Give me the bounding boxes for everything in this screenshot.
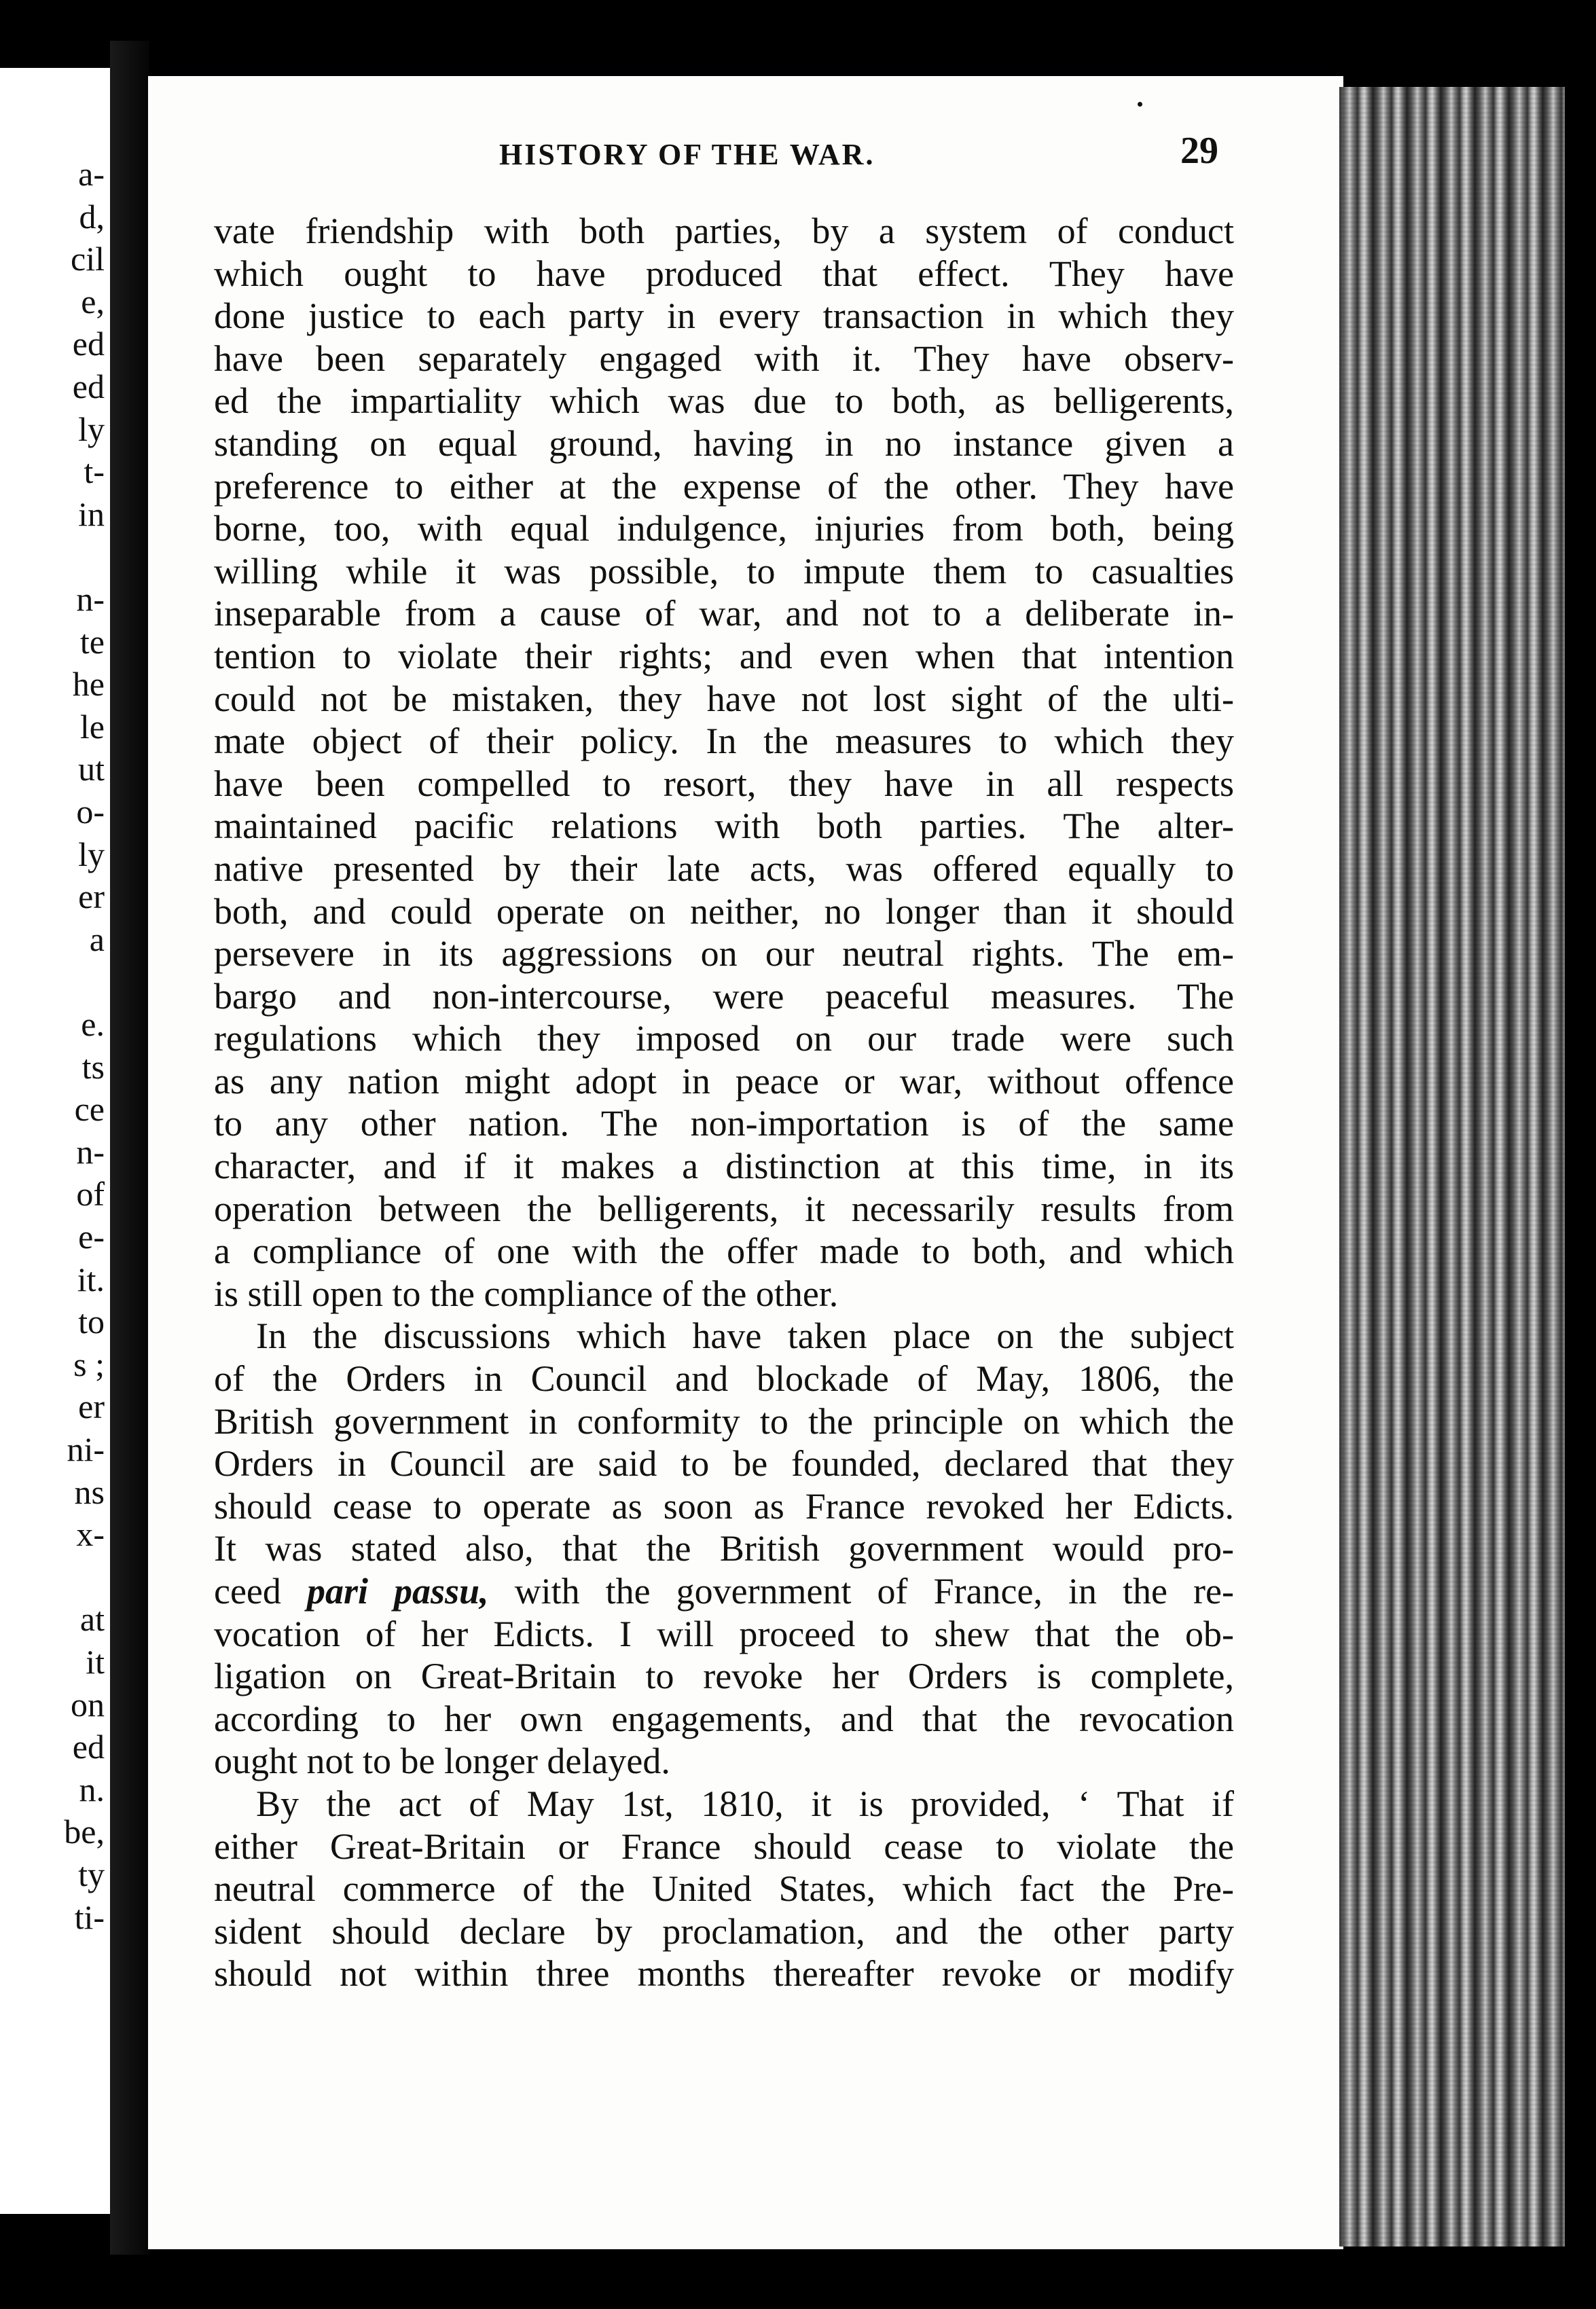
body-text: [214, 210, 1234, 1995]
facing-page-fragment: ed: [72, 1728, 105, 1766]
facing-page-fragment: s ;: [73, 1345, 105, 1383]
facing-page-fragment: a-: [78, 155, 105, 193]
text-line: vocation of her Edicts. I will proceed to shew that the ob-: [214, 1613, 1234, 1654]
text-line: ligation on Great-Britain to revoke her Orders is complete,: [214, 1656, 1234, 1697]
facing-page-fragment: te: [79, 622, 105, 661]
facing-page-fragment: be,: [64, 1813, 105, 1851]
text-line: vate friendship with both parties, by a system of conduct: [214, 211, 1234, 251]
facing-page-fragment: ni-: [67, 1430, 105, 1468]
text-line: should not within three months thereafter revoke or modify: [214, 1953, 1234, 1995]
facing-page-fragment: to: [78, 1303, 105, 1341]
text-line-mixed: [214, 1570, 1234, 1613]
text-line: maintained pacific relations with both parties. The alter-: [214, 805, 1234, 847]
facing-page-fragment: er: [78, 1387, 105, 1426]
text-line: have been separately engaged with it. They have observ-: [214, 338, 1234, 379]
text-line: borne, too, with equal indulgence, injuries from both, being: [214, 508, 1234, 549]
text-line: inseparable from a cause of war, and not to a deliberate in-: [214, 593, 1234, 634]
facing-page-fragment: er: [78, 877, 105, 916]
text-line: both, and could operate on neither, no longer than it should: [214, 890, 1234, 932]
facing-page-fragment: he: [72, 665, 105, 704]
text-line: preference to either at the expense of the other. They have: [214, 465, 1234, 507]
facing-page-fragment: it: [86, 1643, 105, 1681]
facing-page-fragment: e,: [81, 282, 105, 321]
facing-page-fragment: n-: [76, 580, 105, 618]
text-line: character, and if it makes a distinction at this time, in its: [214, 1146, 1234, 1187]
facing-page-fragment: ly: [78, 835, 105, 873]
text-line: In the discussions which have taken place on the subject: [256, 1315, 1234, 1357]
facing-page-fragment: e-: [78, 1218, 105, 1256]
text-line: tention to violate their rights; and even when that intention: [214, 635, 1234, 676]
running-head: HISTORY OF THE WAR.: [499, 138, 875, 171]
text-line: either Great-Britain or France should cease to violate the: [214, 1825, 1234, 1867]
facing-page-fragment: x-: [76, 1515, 105, 1554]
facing-page-edge: [0, 68, 110, 2214]
facing-page-fragment: ns: [74, 1472, 105, 1511]
facing-page-fragment: ly: [78, 410, 105, 448]
text-line: operation between the belligerents, it necessarily results from: [214, 1188, 1234, 1229]
text-fragment: ceed: [214, 1571, 281, 1612]
text-fragment: with the government of France, in the re-: [514, 1571, 1234, 1612]
text-line: persevere in its aggressions on our neutral rights. The em-: [214, 933, 1234, 975]
text-line: It was stated also, that the British government would pro-: [214, 1528, 1234, 1569]
facing-page-fragment: t-: [84, 452, 105, 491]
text-line: have been compelled to resort, they have in all respects: [214, 763, 1234, 804]
text-line: regulations which they imposed on our trade were such: [214, 1018, 1234, 1059]
text-line: Orders in Council are said to be founded, declared that they: [214, 1443, 1234, 1485]
facing-page-fragment: n-: [76, 1132, 105, 1171]
facing-page-fragment: e.: [81, 1005, 105, 1043]
text-line: bargo and non-intercourse, were peaceful measures. The: [214, 975, 1234, 1017]
text-line: sident should declare by proclamation, and the other party: [214, 1910, 1234, 1952]
text-line: neutral commerce of the United States, which fact the Pre-: [214, 1868, 1234, 1910]
facing-page-fragment: cil: [71, 240, 105, 278]
facing-page-fragment: it.: [77, 1260, 105, 1298]
book-fore-edge: [1339, 87, 1565, 2247]
book-gutter: [110, 41, 149, 2255]
text-line: mate object of their policy. In the measures to which they: [214, 721, 1234, 762]
text-line: British government in conformity to the principle on which the: [214, 1400, 1234, 1442]
facing-page-fragment: ed: [72, 367, 105, 405]
text-line: according to her own engagements, and that the revocation: [214, 1698, 1234, 1739]
text-line: ought not to be longer delayed.: [214, 1741, 670, 1782]
facing-page-fragment: le: [79, 707, 105, 746]
text-line: done justice to each party in every transaction in which they: [214, 295, 1234, 337]
page-number: 29: [1180, 130, 1218, 172]
text-line: By the act of May 1st, 1810, it is provided, ‘ That if: [256, 1783, 1234, 1824]
facing-page-fragment: at: [79, 1600, 105, 1639]
facing-page-fragment: in: [78, 494, 105, 533]
facing-page-fragment: n.: [79, 1770, 105, 1808]
facing-page-fragment: o-: [76, 793, 105, 831]
facing-page-fragment: a: [89, 920, 105, 958]
facing-page-fragment: ti-: [74, 1897, 105, 1936]
text-line: should cease to operate as soon as France revoked her Edicts.: [214, 1485, 1234, 1527]
facing-page-fragment: ed: [72, 325, 105, 363]
facing-page-fragment: ce: [74, 1090, 105, 1129]
text-line: a compliance of one with the offer made to both, and which: [214, 1231, 1234, 1272]
facing-page-fragment: of: [76, 1175, 105, 1214]
text-line: ed the impartiality which was due to both, as belligerents,: [214, 380, 1234, 422]
text-line: to any other nation. The non-importation is of the same: [214, 1103, 1234, 1144]
facing-page-fragment: d,: [79, 197, 105, 236]
text-line: is still open to the compliance of the other.: [214, 1273, 839, 1314]
text-line: native presented by their late acts, was offered equally to: [214, 848, 1234, 889]
text-line: as any nation might adopt in peace or war, without offence: [214, 1060, 1234, 1102]
italic-phrase: pari passu,: [306, 1571, 489, 1612]
facing-page-fragment: ty: [78, 1855, 105, 1893]
text-line: willing while it was possible, to impute them to casualties: [214, 550, 1234, 592]
facing-page-fragment: ut: [78, 750, 105, 788]
text-line: standing on equal ground, having in no instance given a: [214, 422, 1234, 464]
facing-page-fragment: ts: [81, 1047, 105, 1086]
text-line: of the Orders in Council and blockade of May, 1806, the: [214, 1358, 1234, 1400]
text-line: could not be mistaken, they have not lost sight of the ulti-: [214, 678, 1234, 719]
ink-speck: [1138, 102, 1142, 107]
text-line: which ought to have produced that effect. They have: [214, 253, 1234, 294]
facing-page-fragment: on: [71, 1685, 105, 1724]
